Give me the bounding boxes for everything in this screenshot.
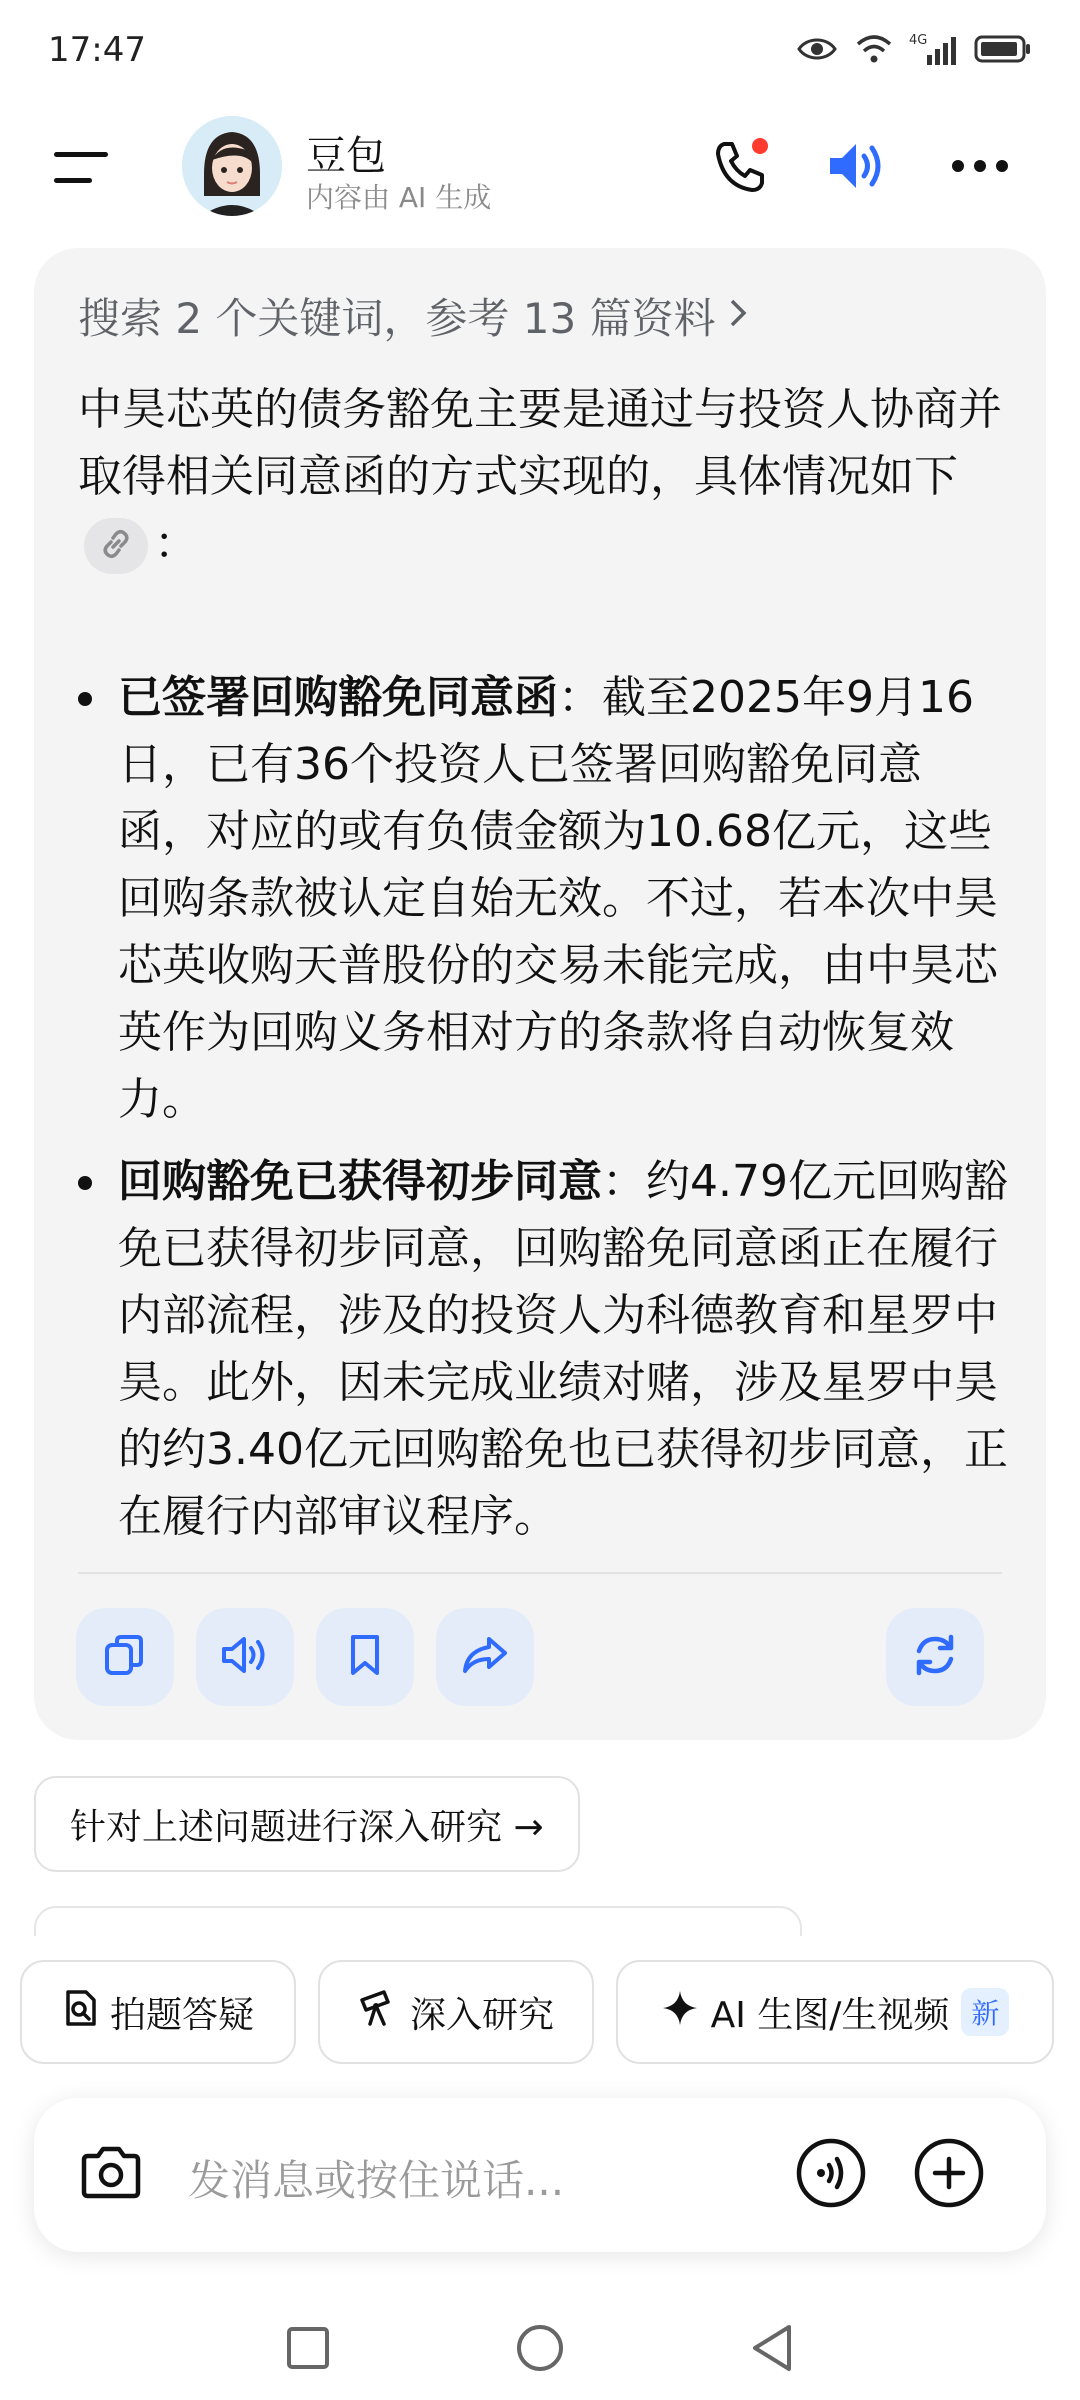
photo-question-icon <box>62 1988 98 2037</box>
share-icon <box>459 1631 511 1683</box>
circle-icon <box>515 2323 565 2377</box>
tool-label: 拍题答疑 <box>109 1994 254 2036</box>
copy-icon <box>101 1631 149 1683</box>
list-item-heading: 回购豁免已获得初步同意 <box>118 1156 602 1207</box>
deep-research-button[interactable] <box>318 1960 594 2064</box>
add-attachment-button[interactable] <box>910 2136 988 2214</box>
chevron-right-icon <box>726 292 752 341</box>
photo-question-button[interactable] <box>20 1960 296 2064</box>
eye-icon <box>797 35 837 67</box>
camera-icon <box>78 2144 144 2206</box>
bookmark-button[interactable] <box>316 1608 414 1706</box>
refresh-icon <box>909 1629 961 1685</box>
link-icon <box>99 513 133 580</box>
tool-label: AI 生图/生视频 <box>710 1994 950 2036</box>
bullet-dot <box>78 692 92 706</box>
copy-button[interactable] <box>76 1608 174 1706</box>
telescope-icon <box>358 1988 398 2037</box>
speaker-icon <box>824 136 888 200</box>
search-summary-text: 搜索 2 个关键词，参考 13 篇资料 <box>78 294 716 343</box>
menu-icon[interactable] <box>52 148 112 188</box>
list-item-text <box>118 664 1008 1133</box>
recent-apps-button[interactable] <box>278 2320 338 2380</box>
home-button[interactable] <box>510 2320 570 2380</box>
intro-colon: ： <box>154 518 198 569</box>
message-input[interactable]: 发消息或按住说话... <box>188 2156 565 2205</box>
voice-wave-icon <box>795 2137 867 2213</box>
bullet-dot <box>78 1176 92 1190</box>
list-item-body: ：约4.79亿元回购豁免已获得初步同意，回购豁免同意函正在履行内部流程，涉及的投资人为科德教育和星罗中昊。此外，因未完成业绩对赌，涉及星罗中昊的约3.40亿元回购豁免也已获得初步同意，正在履行内部审议程序。 <box>118 1156 1008 1542</box>
bookmark-icon <box>343 1631 387 1683</box>
wifi-icon <box>855 34 893 68</box>
back-triangle-icon <box>749 2323 795 2377</box>
read-aloud-button[interactable] <box>196 1608 294 1706</box>
list-item-heading: 已签署回购豁免同意函 <box>118 672 558 723</box>
suggested-question-button-partial[interactable] <box>34 1906 802 1936</box>
status-time: 17:47 <box>48 30 146 70</box>
list-item-text <box>118 1148 1008 1550</box>
phone-icon <box>710 136 770 200</box>
bot-name: 豆包 <box>306 133 386 179</box>
ai-image-video-button[interactable] <box>616 1960 1054 2064</box>
ai-generated-note: 内容由 AI 生成 <box>306 181 492 214</box>
suggested-question-label: 针对上述问题进行深入研究 → <box>70 1806 544 1848</box>
regenerate-button[interactable] <box>886 1608 984 1706</box>
new-badge: 新 <box>961 1988 1009 2036</box>
plus-circle-icon <box>913 2137 985 2213</box>
camera-button[interactable] <box>72 2136 150 2214</box>
system-nav-bar <box>0 2300 1080 2400</box>
answer-intro <box>78 376 1008 577</box>
network-type: 4G <box>909 33 928 48</box>
speaker-outline-icon <box>218 1631 272 1683</box>
chat-header <box>0 110 1080 230</box>
list-item-body: ：截至2025年9月16日，已有36个投资人已签署回购豁免同意函，对应的或有负债金额为10.68亿元，这些回购条款被认定自始无效。不过，若本次中昊芯英收购天普股份的交易未能完成，由中昊芯英作为回购义务相对方的条款将自动恢复效力。 <box>118 672 998 1125</box>
square-icon <box>285 2325 331 2375</box>
phone-call-button[interactable] <box>704 132 776 204</box>
search-summary[interactable] <box>78 286 752 346</box>
voice-input-button[interactable] <box>792 2136 870 2214</box>
message-input-bar <box>34 2098 1046 2252</box>
status-icons <box>797 28 1032 74</box>
tool-label: 深入研究 <box>409 1994 554 2036</box>
signal-icon <box>909 33 956 65</box>
card-divider <box>78 1572 1002 1574</box>
answer-card <box>34 248 1046 1740</box>
reference-link-chip[interactable] <box>84 518 148 574</box>
speaker-toggle-button[interactable] <box>820 132 892 204</box>
more-options-button[interactable] <box>944 132 1016 204</box>
suggested-question-button[interactable] <box>34 1776 580 1872</box>
intro-text: 中昊芯英的债务豁免主要是通过与投资人协商并取得相关同意函的方式实现的，具体情况如下 <box>78 384 1002 502</box>
share-button[interactable] <box>436 1608 534 1706</box>
sparkle-icon <box>661 1989 699 2036</box>
back-button[interactable] <box>742 2320 802 2380</box>
status-bar <box>0 0 1080 100</box>
avatar[interactable] <box>182 116 282 216</box>
more-icon <box>950 158 1010 178</box>
battery-icon <box>974 34 1032 68</box>
